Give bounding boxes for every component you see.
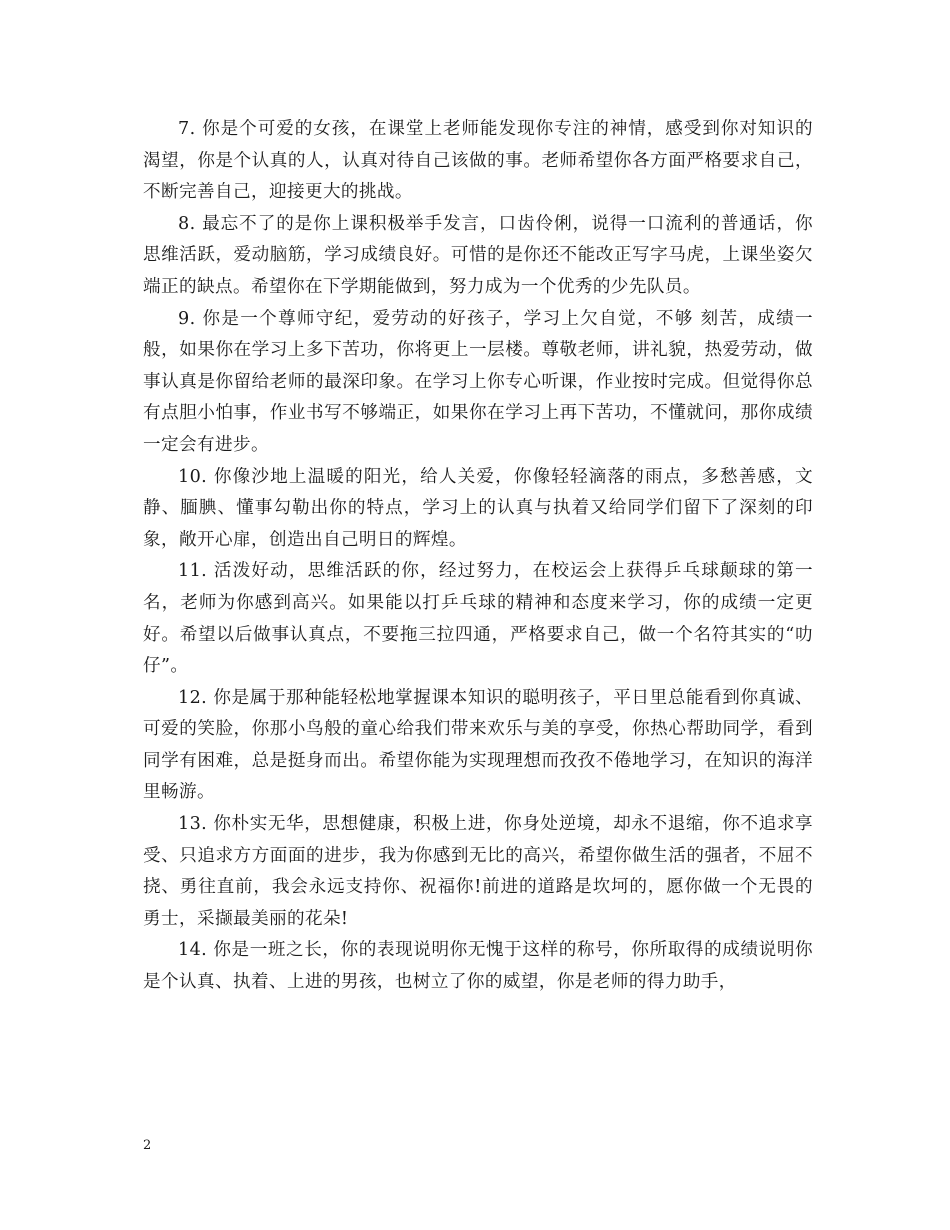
paragraph-10: 10. 你像沙地上温暖的阳光，给人关爱，你像轻轻滴落的雨点，多愁善感，文静、腼腆、懂事勾勒出你的特点，学习上的认真与执着又给同学们留下了深刻的印象，敞开心扉，创造出自己明日的辉煌。 [143, 466, 813, 550]
paragraph-8: 8. 最忘不了的是你上课积极举手发言，口齿伶俐，说得一口流利的普通话，你思维活跃，爱动脑筋，学习成绩良好。可惜的是你还不能改正写字马虎，上课坐姿欠端正的缺点。希望你在下学期能做到，努力成为一个优秀的少先队员。 [143, 213, 813, 297]
page-number: 2 [143, 1138, 152, 1153]
paragraph-14: 14. 你是一班之长，你的表现说明你无愧于这样的称号，你所取得的成绩说明你是个认真、执着、上进的男孩，也树立了你的威望，你是老师的得力助手， [143, 940, 813, 993]
paragraph-12: 12. 你是属于那种能轻松地掌握课本知识的聪明孩子，平日里总能看到你真诚、可爱的笑脸，你那小鸟般的童心给我们带来欢乐与美的享受，你热心帮助同学，看到同学有困难，总是挺身而出。希望你能为实现理想而孜孜不倦地学习，在知识的海洋里畅游。 [143, 687, 813, 803]
paragraph-9: 9. 你是一个尊师守纪，爱劳动的好孩子，学习上欠自觉，不够 刻苦，成绩一般，如果你在学习上多下苦功，你将更上一层楼。尊敬老师，讲礼貌，热爱劳动，做事认真是你留给老师的最深印象。在学习上你专心听课，作业按时完成。但觉得你总有点胆小怕事，作业书写不够端正，如果你在学习上再下苦功，不懂就问，那你成绩一定会有进步。 [143, 308, 813, 455]
paragraph-11: 11. 活泼好动，思维活跃的你，经过努力，在校运会上获得乒乓球颠球的第一名，老师为你感到高兴。如果能以打乒乓球的精神和态度来学习，你的成绩一定更好。希望以后做事认真点，不要拖三拉四通，严格要求自己，做一个名符其实的“叻仔”。 [143, 561, 813, 677]
paragraph-7: 7. 你是个可爱的女孩，在课堂上老师能发现你专注的神情，感受到你对知识的渴望，你是个认真的人，认真对待自己该做的事。老师希望你各方面严格要求自己，不断完善自己，迎接更大的挑战。 [143, 119, 813, 203]
document-body [143, 114, 813, 999]
paragraph-13: 13. 你朴实无华，思想健康，积极上进，你身处逆境，却永不退缩，你不追求享受、只追求方方面面的进步，我为你感到无比的高兴，希望你做生活的强者，不屈不挠、勇往直前，我会永远支持你、祝福你!前进的道路是坎坷的，愿你做一个无畏的勇士，采撷最美丽的花朵! [143, 814, 813, 929]
